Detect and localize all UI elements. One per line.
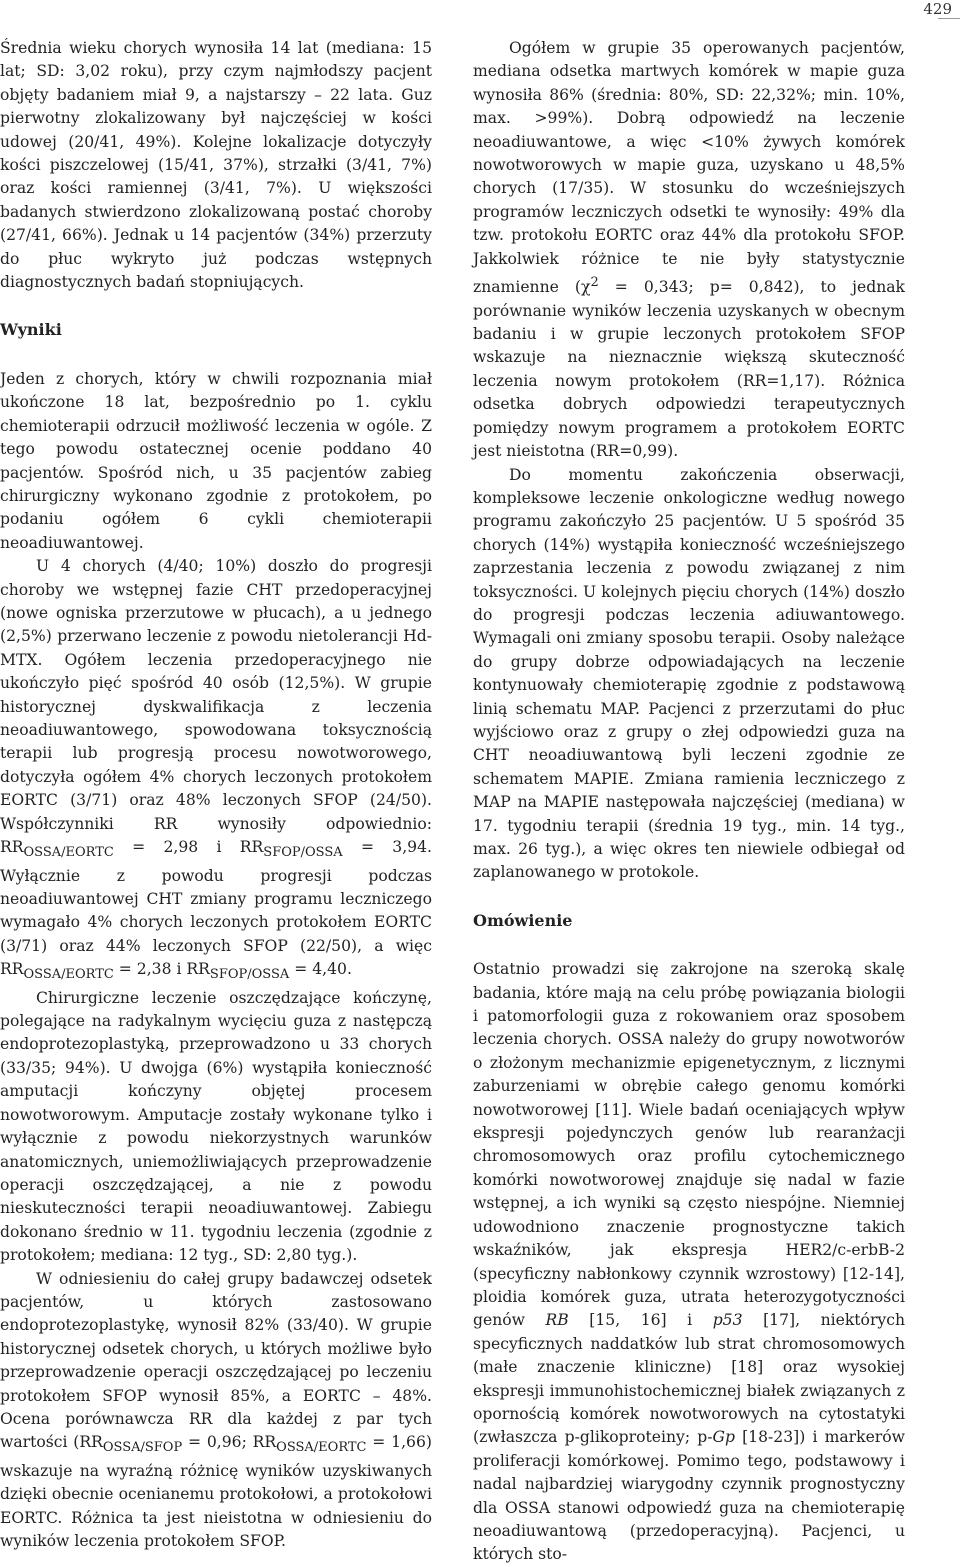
paragraph: Chirurgiczne leczenie oszczędzające kończynę, polegające na radykalnym wycięciu guza z następczą endoprotezoplastyką, przeprowadzono u 33 chorych (33/35; 94%). U dwojga (6%) wystąpiła konieczność amputacji kończyny objętej procesem nowotworowym. Amputacje zostały wykonane tylko i wyłącznie z powodu niekorzystnych warunków anatomicznych, uniemożliwiających przeprowadzenie operacji oszczędzającej, a nie z powodu nieskuteczności terapii neoadiuwantowej. Zabiegu dokonano średnio w 11. tygodniu leczenia (zgodnie z protokołem; mediana: 12 tyg., SD: 2,80 tyg.).: [0, 988, 432, 1265]
paragraph: U 4 chorych (4/40; 10%) doszło do progresji choroby we wstępnej fazie CHT przedoperacyjnej (nowe ogniska przerzutowe w płucach), a u jednego (2,5%) przerwano leczenie z powodu nietolerancji Hd-MTX. Ogółem leczenia przedoperacyjnego nie ukończyło pięć spośród 40 osób (12,5%). W grupie historycznej dyskwalifikacja z leczenia neoadiuwantowego, spowodowana toksycznością terapii lub progresją procesu nowotworowego, dotyczyła ogółem 4% chorych leczonych protokołem EORTC (3/71) oraz 48% leczonych SFOP (24/50). Współczynniki RR wynosiły odpowiednio: $RR_{OSSA/EORTC} = 2,98$ i $RR_{SFOP/OSSA} = 3,94$. Wyłącznie z powodu progresji podczas neoadiuwantowej CHT zmiany programu leczniczego wymagało 4% chorych leczonych protokołem EORTC (3/71) oraz 44% leczonych SFOP (22/50), a więc $RR_{OSSA/EORTC} = 2,38$ i $RR_{SFOP/OSSA} = 4,40$.: [0, 557, 432, 983]
page-number: 429: [923, 0, 952, 18]
left-column: [0, 37, 432, 1554]
header-rule: [938, 18, 960, 19]
right-column: [473, 37, 905, 1567]
paragraph: Średnia wieku chorych wynosiła 14 lat (mediana: 15 lat; SD: 3,02 roku), przy czym najmłodszy pacjent objęty badaniem miał 9, a najstarszy – 22 lata. Guz pierwotny zlokalizowany był najczęściej w kości udowej (20/41, 49%). Kolejne lokalizacje dotyczyły kości piszczelowej (15/41, 37%), strzałki (3/41, 7%) oraz kości ramiennej (3/41, 7%). U większości badanych stwierdzono zlokalizowaną postać choroby (27/41, 66%). Jednak u 14 pacjentów (34%) przerzuty do płuc wykryto już podczas wstępnych diagnostycznych badań stopniujących.: [0, 39, 432, 292]
paragraph: Jeden z chorych, który w chwili rozpoznania miał ukończone 18 lat, bezpośrednio po 1. cyklu chemioterapii odrzucił możliwość leczenia w ogóle. Z tego powodu ostatecznej ocenie poddano 40 pacjentów. Spośród nich, u 35 pacjentów zabieg chirurgiczny wykonano zgodnie z protokołem, po podaniu ogółem 6 cykli chemioterapii neoadiuwantowej.: [0, 369, 432, 552]
section-heading-discussion: Omówienie: [473, 910, 573, 930]
section-heading-results: Wyniki: [0, 320, 62, 340]
paragraph: W odniesieniu do całej grupy badawczej odsetek pacjentów, u których zastosowano endoprotezoplastykę, wynosił 82% (33/40). W grupie historycznej odsetek chorych, u których możliwe było przeprowadzenie operacji oszczędzającej po leczeniu protokołem SFOP wynosił 85%, a EORTC – 48%. Ocena porównawcza RR dla każdej z par tych wartości ($RR_{OSSA/SFOP} = 0,96$; $RR_{OSSA/EORTC} = 1,66$) wskazuje na wyraźną różnicę wyników uzyskiwanych dzięki obecnie ocenianemu protokołowi, a protokołowi EORTC. Różnica ta jest nieistotna w odniesieniu do wyników leczenia protokołem SFOP.: [0, 1269, 432, 1551]
paragraph: Do momentu zakończenia obserwacji, kompleksowe leczenie onkologiczne według nowego programu zakończyło 25 pacjentów. U 5 spośród 35 chorych (14%) wystąpiła konieczność wcześniejszego zaprzestania leczenia z powodu związanej z nim toksyczności. U kolejnych pięciu chorych (14%) doszło do progresji podczas leczenia adiuwantowego. Wymagali oni zmiany sposobu terapii. Osoby należące do grupy dobrze odpowiadających na leczenie kontynuowały chemioterapię zgodnie z podstawową linią schematu MAP. Pacjenci z przerzutami do płuc wyjściowo oraz z grupy o złej odpowiedzi guza na CHT neoadiuwantową byli leczeni zgodnie ze schematem MAPIE. Zmiana ramienia leczniczego z MAP na MAPIE następowała najczęściej (mediana) w 17. tygodniu terapii (średnia 19 tyg., min. 14 tyg., max. 26 tyg.), a więc okres ten niewiele odbiegał od zaplanowanego w protokole.: [473, 465, 905, 882]
paragraph: Ostatnio prowadzi się zakrojone na szeroką skalę badania, które mają na celu próbę powiązania biologii i patomorfologii guza z rokowaniem oraz sposobem leczenia chorych. OSSA należy do grupy nowotworów o złożonym mechanizmie epigenetycznym, z licznymi zaburzeniami w obrębie całego genomu komórki nowotworowej [11]. Wiele badań oceniających wpływ ekspresji pojedynczych genów lub rearanżacji chromosomowych oraz profilu cytochemicznego komórki nowotworowej znajduje się nadal w fazie wstępnej, a ich wyniki są często niespójne. Niemniej udowodniono znaczenie prognostyczne takich wskaźników, jak ekspresja HER2/c-erbB-2 (specyficzny nabłonkowy czynnik wzrostowy) [12-14], ploidia komórek guza, utrata heterozygotyczności genów RB [15, 16] i p53 [17], niektórych specyficznych naddatków lub strat chromosomowych (małe znaczenie kliniczne) [18] oraz wysokiej ekspresji immunohistochemicznej białek związanych z opornością komórek nowotworowych na cytostatyki (zwłaszcza p-glikoproteiny; p-Gp [18-23]) i markerów proliferacji komórkowej. Pomimo tego, podstawowy i nadal najbardziej wiarygodny czynnik prognostyczny dla OSSA stanowi odpowiedź guza na chemioterapię neoadiuwantową (przedoperacyjną). Pacjenci, u których sto-: [473, 960, 905, 1564]
paragraph: Ogółem w grupie 35 operowanych pacjentów, mediana odsetka martwych komórek w mapie guza wynosiła 86% (średnia: 80%, SD: 22,32%; min. 10%, max. >99%). Dobrą odpowiedź na leczenie neoadiuwantowe, a więc <10% żywych komórek nowotworowych w mapie guza, uzyskano u 48,5% chorych (17/35). W stosunku do wcześniejszych programów leczniczych odsetki te wynosiły: 49% dla tzw. protokołu EORTC oraz 44% dla protokołu SFOP. Jakkolwiek różnice te nie były statystycznie znamienne ($\chi^2 = 0,343$; p= 0,842), to jednak porównanie wyników leczenia uzyskanych w obecnym badaniu i w grupie leczonych protokołem SFOP wskazuje na nieznacznie większą skuteczność leczenia nowym protokołem (RR=1,17). Różnica odsetka dobrych odpowiedzi terapeutycznych pomiędzy nowym programem a protokołem EORTC jest nieistotna (RR=0,99).: [473, 39, 906, 461]
